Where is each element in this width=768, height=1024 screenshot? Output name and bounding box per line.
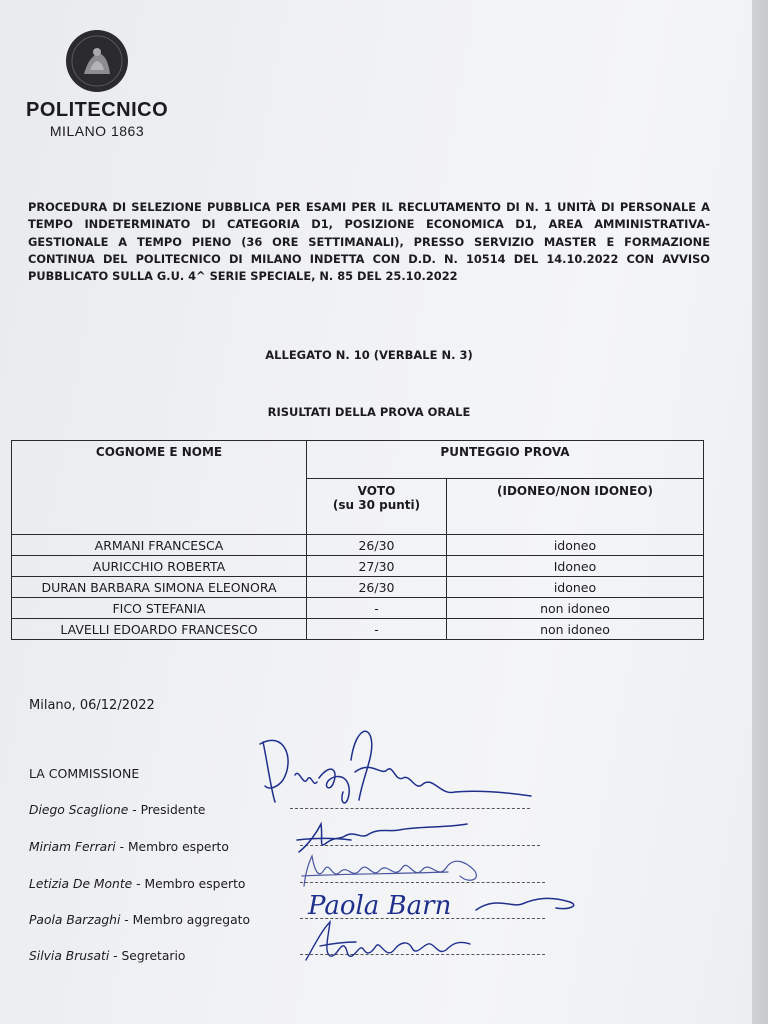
candidate-esito: non idoneo — [447, 598, 704, 619]
candidate-esito: idoneo — [447, 577, 704, 598]
candidate-name: AURICCHIO ROBERTA — [12, 556, 307, 577]
candidate-name: LAVELLI EDOARDO FRANCESCO — [12, 619, 307, 640]
member-role: - Membro aggregato — [120, 913, 250, 927]
signature-paola: Paola Barn — [308, 891, 452, 921]
member-name: Silvia Brusati — [29, 949, 110, 963]
header-esito: (IDONEO/NON IDONEO) — [447, 479, 704, 535]
member-line — [29, 877, 245, 891]
header-voto-label: VOTO — [357, 484, 396, 498]
member-name: Miriam Ferrari — [29, 840, 116, 854]
member-line — [29, 949, 185, 963]
signature-segretario — [300, 916, 490, 966]
allegato-label: ALLEGATO N. 10 (VERBALE N. 3) — [265, 348, 473, 362]
candidate-voto: 27/30 — [307, 556, 447, 577]
candidate-esito: non idoneo — [447, 619, 704, 640]
candidate-voto: - — [307, 619, 447, 640]
date-line: Milano, 06/12/2022 — [29, 698, 155, 713]
header-punteggio-prova: PUNTEGGIO PROVA — [307, 441, 704, 479]
candidate-name: DURAN BARBARA SIMONA ELEONORA — [12, 577, 307, 598]
candidate-voto: - — [307, 598, 447, 619]
candidate-name: FICO STEFANIA — [12, 598, 307, 619]
results-subtitle: RISULTATI DELLA PROVA ORALE — [267, 405, 471, 419]
signature-presidente — [255, 720, 545, 810]
table-row — [12, 619, 704, 640]
header-voto — [307, 479, 447, 535]
candidate-name: ARMANI FRANCESCA — [12, 535, 307, 556]
commission-label: LA COMMISSIONE — [29, 766, 140, 781]
procedure-title: PROCEDURA DI SELEZIONE PUBBLICA PER ESAMI PER IL RECLUTAMENTO DI N. 1 UNITÀ DI PERSONALE A TEMPO INDETERMINATO DI CATEGORIA D1, POSIZIONE ECONOMICA D1, AREA AMMINISTRATIVA-GESTIONALE A TEMPO PIENO (36 ORE SETTIMANALI), PRESSO SERVIZIO MASTER E FORMAZIONE CONTINUA DEL POLITECNICO DI MILANO INDETTA CON D.D. N. 10514 DEL 14.10.2022 CON AVVISO PUBBLICATO SULLA G.U. 4^ SERIE SPECIALE, N. 85 DEL 25.10.2022 — [28, 200, 710, 284]
candidate-esito: idoneo — [447, 535, 704, 556]
results-table — [11, 440, 704, 640]
table-row — [12, 535, 704, 556]
header-voto-sub: (su 30 punti) — [332, 498, 421, 512]
candidate-voto: 26/30 — [307, 535, 447, 556]
politecnico-seal-icon — [66, 30, 128, 92]
member-line — [29, 840, 229, 854]
table-row — [12, 577, 704, 598]
table-row — [12, 556, 704, 577]
candidate-voto: 26/30 — [307, 577, 447, 598]
member-name: Paola Barzaghi — [29, 913, 121, 927]
table-row — [12, 598, 704, 619]
member-role: - Membro esperto — [115, 840, 229, 854]
member-role: - Presidente — [128, 803, 206, 817]
brand-subtitle: MILANO 1863 — [49, 123, 145, 139]
member-name: Diego Scaglione — [29, 803, 129, 817]
member-role: - Segretario — [109, 949, 186, 963]
brand-name: POLITECNICO — [26, 99, 169, 121]
member-name: Letizia De Monte — [29, 877, 133, 891]
member-role: - Membro esperto — [132, 877, 246, 891]
candidate-esito: Idoneo — [447, 556, 704, 577]
page-edge-background — [752, 0, 768, 1024]
header-cognome-nome: COGNOME E NOME — [12, 441, 307, 535]
member-line — [29, 803, 206, 817]
member-line — [29, 913, 250, 927]
